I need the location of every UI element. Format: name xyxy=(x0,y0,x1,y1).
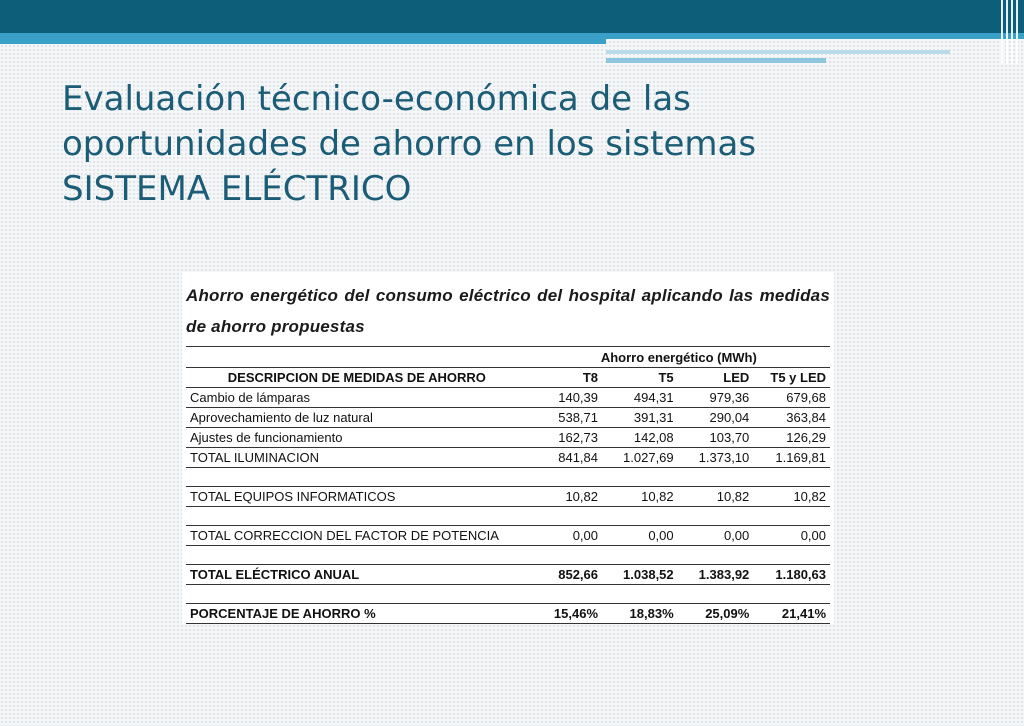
cell-value: 0,00 xyxy=(753,526,830,546)
cell-value: 494,31 xyxy=(602,388,678,408)
corner-decoration xyxy=(996,0,1018,64)
column-header-led: LED xyxy=(678,368,754,388)
top-banner-pale-line-2 xyxy=(606,58,826,63)
row-label: Cambio de lámparas xyxy=(186,388,528,408)
cell-value: 140,39 xyxy=(528,388,602,408)
table-row-savings-percent xyxy=(186,604,830,624)
cell-value: 391,31 xyxy=(602,408,678,428)
row-label: Aprovechamiento de luz natural xyxy=(186,408,528,428)
table-spacer-row xyxy=(186,546,830,565)
cell-value: 142,08 xyxy=(602,428,678,448)
savings-table xyxy=(186,346,830,624)
row-label: TOTAL CORRECCION DEL FACTOR DE POTENCIA xyxy=(186,526,528,546)
cell-value: 0,00 xyxy=(528,526,602,546)
row-label: Ajustes de funcionamiento xyxy=(186,428,528,448)
cell-value: 126,29 xyxy=(753,428,830,448)
top-banner-light-right xyxy=(606,33,1024,39)
table-row-total-lighting xyxy=(186,448,830,468)
table-row xyxy=(186,428,830,448)
top-banner-pale-line xyxy=(606,50,950,54)
cell-value: 1.038,52 xyxy=(602,565,678,585)
table-group-header-row xyxy=(186,347,830,368)
table-caption: Ahorro energético del consumo eléctrico del hospital aplicando las medidas de ahorro propuestas xyxy=(186,286,830,336)
cell-value: 1.383,92 xyxy=(678,565,754,585)
cell-value: 1.169,81 xyxy=(753,448,830,468)
cell-value: 0,00 xyxy=(602,526,678,546)
cell-value: 10,82 xyxy=(678,487,754,507)
slide-title-line-3: SISTEMA ELÉCTRICO xyxy=(62,169,412,209)
column-header-t5: T5 xyxy=(602,368,678,388)
row-label: TOTAL ELÉCTRICO ANUAL xyxy=(186,565,528,585)
table-row-total-it xyxy=(186,487,830,507)
cell-value: 10,82 xyxy=(602,487,678,507)
table-group-header: Ahorro energético (MWh) xyxy=(528,347,830,368)
cell-value: 0,00 xyxy=(678,526,754,546)
cell-value: 841,84 xyxy=(528,448,602,468)
cell-value: 25,09% xyxy=(678,604,754,624)
cell-value: 538,71 xyxy=(528,408,602,428)
cell-value: 1.373,10 xyxy=(678,448,754,468)
cell-value: 162,73 xyxy=(528,428,602,448)
cell-value: 10,82 xyxy=(528,487,602,507)
table-row-total-power-factor xyxy=(186,526,830,546)
table-row xyxy=(186,388,830,408)
table-spacer-row xyxy=(186,585,830,604)
slide-title xyxy=(62,77,962,212)
cell-value: 1.180,63 xyxy=(753,565,830,585)
cell-value: 21,41% xyxy=(753,604,830,624)
cell-value: 10,82 xyxy=(753,487,830,507)
cell-value: 15,46% xyxy=(528,604,602,624)
cell-value: 852,66 xyxy=(528,565,602,585)
table-spacer-row xyxy=(186,507,830,526)
table-row xyxy=(186,408,830,428)
column-header-t5-led: T5 y LED xyxy=(753,368,830,388)
table-spacer-row xyxy=(186,468,830,487)
cell-value: 1.027,69 xyxy=(602,448,678,468)
row-label: TOTAL EQUIPOS INFORMATICOS xyxy=(186,487,528,507)
top-banner-light xyxy=(0,33,606,44)
column-header-description: DESCRIPCION DE MEDIDAS DE AHORRO xyxy=(186,368,528,388)
slide-title-line-2: oportunidades de ahorro en los sistemas xyxy=(62,124,757,164)
slide-title-line-1: Evaluación técnico-económica de las xyxy=(62,79,691,119)
cell-value: 979,36 xyxy=(678,388,754,408)
column-header-t8: T8 xyxy=(528,368,602,388)
row-label: PORCENTAJE DE AHORRO % xyxy=(186,604,528,624)
cell-value: 18,83% xyxy=(602,604,678,624)
cell-value: 363,84 xyxy=(753,408,830,428)
cell-value: 103,70 xyxy=(678,428,754,448)
cell-value: 290,04 xyxy=(678,408,754,428)
savings-table-image xyxy=(182,272,834,624)
table-header-row xyxy=(186,368,830,388)
row-label: TOTAL ILUMINACION xyxy=(186,448,528,468)
cell-value: 679,68 xyxy=(753,388,830,408)
table-row-total-annual xyxy=(186,565,830,585)
table-header-empty xyxy=(186,347,528,368)
top-banner-dark xyxy=(0,0,1024,33)
